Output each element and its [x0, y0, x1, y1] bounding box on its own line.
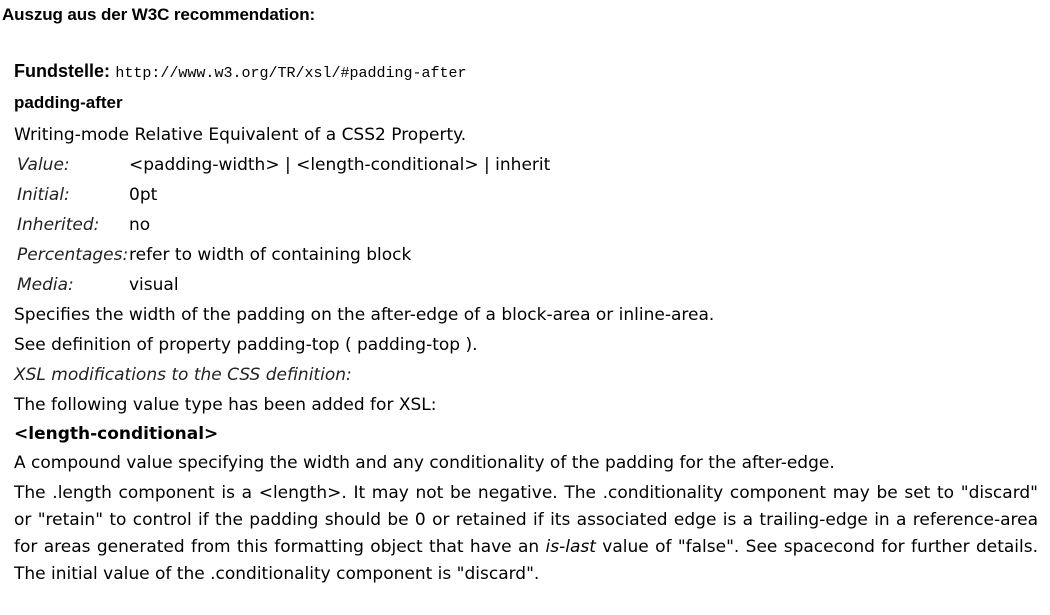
row-key-media: Media: — [17, 275, 74, 295]
source-reference — [14, 56, 1038, 86]
conditionality-paragraph — [14, 480, 1038, 588]
table-row — [17, 150, 550, 180]
table-row — [17, 180, 550, 210]
row-value-inherited: no — [129, 215, 151, 235]
row-value-percentages: refer to width of containing block — [129, 245, 412, 265]
row-key-percentages: Percentages: — [17, 245, 129, 265]
row-key-value: Value: — [17, 155, 70, 175]
table-row — [17, 240, 550, 270]
compound-value-text: A compound value specifying the width and any conditionality of the padding for the after-edge. — [14, 453, 835, 473]
paragraph-text-start: The .length component is a <length>. It may not be negative. The .conditionality component may be set to "discard" or "retain" to control if the padding should be 0 or retained if its associated edge is a trailing-edge in a reference-area for areas generated from this formatting object that have an — [14, 483, 1038, 557]
paragraph-text-end: value of "false". See spacecond for further details. The initial value of the .conditionality component is "discard". — [14, 537, 1039, 584]
source-url: http://www.w3.org/TR/xsl/#padding-after — [115, 65, 467, 82]
table-row — [17, 210, 550, 240]
row-value-value: <padding-width> | <length-conditional> | inherit — [129, 155, 551, 175]
row-value-media: visual — [129, 275, 179, 295]
table-row — [17, 270, 550, 300]
property-table — [17, 150, 550, 300]
recommendation-excerpt — [14, 56, 1038, 588]
length-conditional-term: <length-conditional> — [14, 424, 219, 444]
row-value-initial: 0pt — [129, 185, 158, 205]
is-last-term: is-last — [545, 537, 596, 557]
specifies-text: Specifies the width of the padding on the after-edge of a block-area or inline-area. — [14, 305, 715, 325]
source-label: Fundstelle: — [14, 61, 111, 81]
property-name: padding-after — [14, 93, 123, 112]
page-heading: Auszug aus der W3C recommendation: — [2, 5, 316, 24]
see-definition-text: See definition of property padding-top ( padding-top ). — [14, 335, 478, 355]
row-key-inherited: Inherited: — [17, 215, 100, 235]
added-value-type-text: The following value type has been added for XSL: — [14, 395, 437, 415]
property-summary: Writing-mode Relative Equivalent of a CSS2 Property. — [14, 125, 467, 145]
row-key-initial: Initial: — [17, 185, 70, 205]
xsl-modifications-heading: XSL modifications to the CSS definition: — [14, 365, 352, 385]
